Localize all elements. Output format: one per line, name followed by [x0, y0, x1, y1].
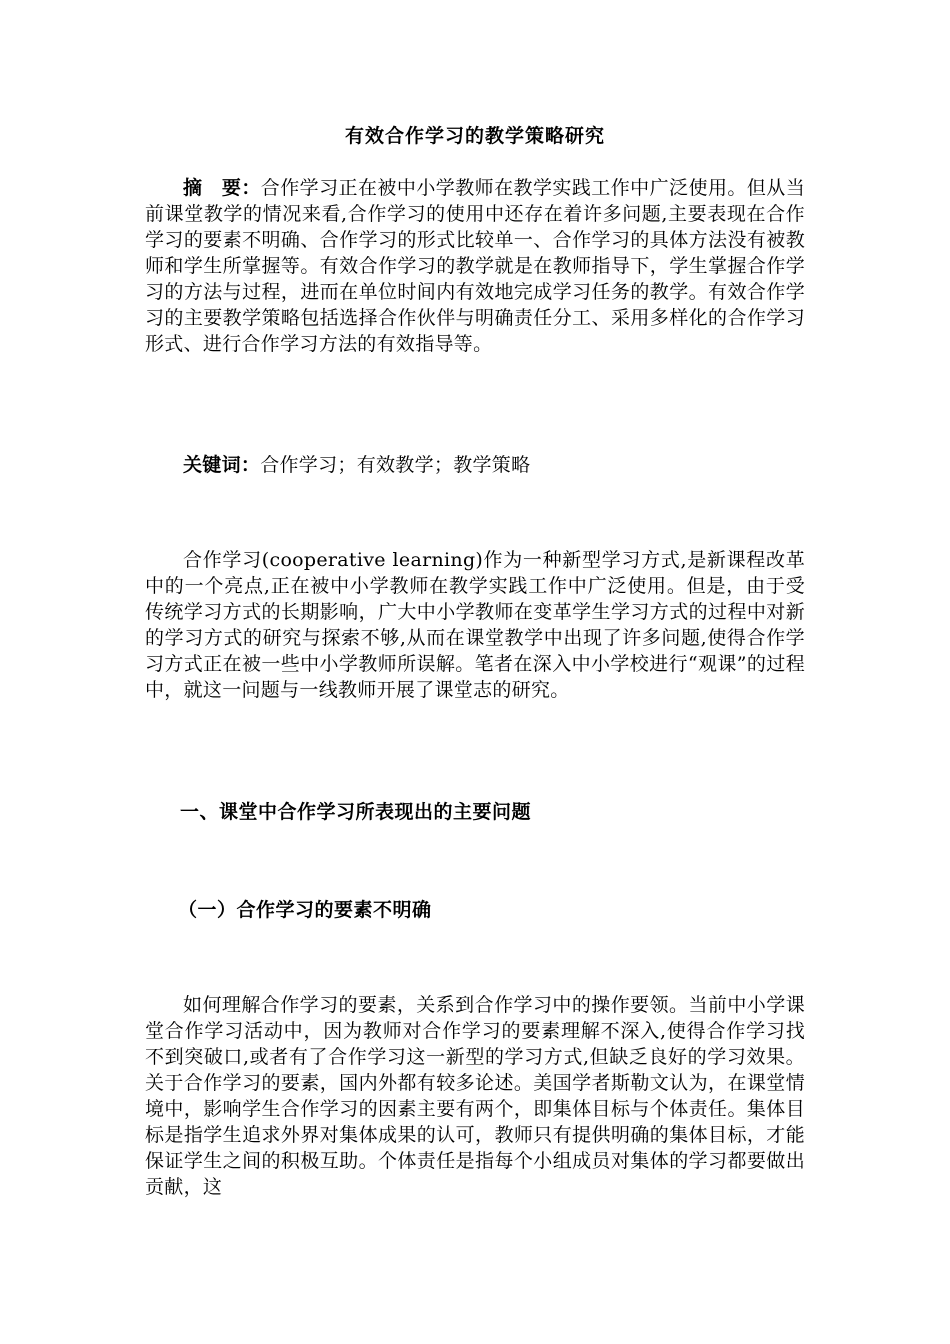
keywords-label: 关键词：: [183, 454, 261, 476]
subsection-heading: （一）合作学习的要素不明确: [178, 899, 432, 921]
intro-paragraph: 合作学习(cooperative learning)作为一种新型学习方式,是新课程改革中的一个亮点,正在被中小学教师在教学实践工作中广泛使用。但是，由于受传统学习方式的长期影响，广大中小学教师在变革学生学习方式的过程中对新的学习方式的研究与探索不够,从而在课堂教学中出现了许多问题,使得合作学习方式正在被一些中小学教师所误解。笔者在深入中小学校进行“观课”的过程中，就这一问题与一线教师开展了课堂志的研究。: [145, 549, 805, 701]
abstract-label: 摘 要：: [183, 177, 261, 199]
keywords-line: [145, 452, 805, 478]
abstract-paragraph: [145, 175, 805, 357]
document-title: 有效合作学习的教学策略研究: [344, 125, 605, 147]
body-paragraph: 如何理解合作学习的要素，关系到合作学习中的操作要领。当前中小学课堂合作学习活动中，因为教师对合作学习的要素理解不深入,使得合作学习找不到突破口,或者有了合作学习这一新型的学习方式,但缺乏良好的学习效果。关于合作学习的要素，国内外都有较多论述。美国学者斯勒文认为，在课堂情境中，影响学生合作学习的因素主要有两个，即集体目标与个体责任。集体目标是指学生追求外界对集体成果的认可，教师只有提供明确的集体目标，才能保证学生之间的积极互助。个体责任是指每个小组成员对集体的学习都要做出贡献，这: [145, 994, 805, 1198]
keywords-text: 合作学习；有效教学；教学策略: [260, 454, 531, 476]
abstract-text: 合作学习正在被中小学教师在教学实践工作中广泛使用。但从当前课堂教学的情况来看,合作学习的使用中还存在着许多问题,主要表现在合作学习的要素不明确、合作学习的形式比较单一、合作学习的具体方法没有被教师和学生所掌握等。有效合作学习的教学就是在教师指导下，学生掌握合作学习的方法与过程，进而在单位时间内有效地完成学习任务的教学。有效合作学习的主要教学策略包括选择合作伙伴与明确责任分工、采用多样化的合作学习形式、进行合作学习方法的有效指导等。: [145, 177, 806, 355]
section-heading: 一、课堂中合作学习所表现出的主要问题: [180, 801, 532, 823]
